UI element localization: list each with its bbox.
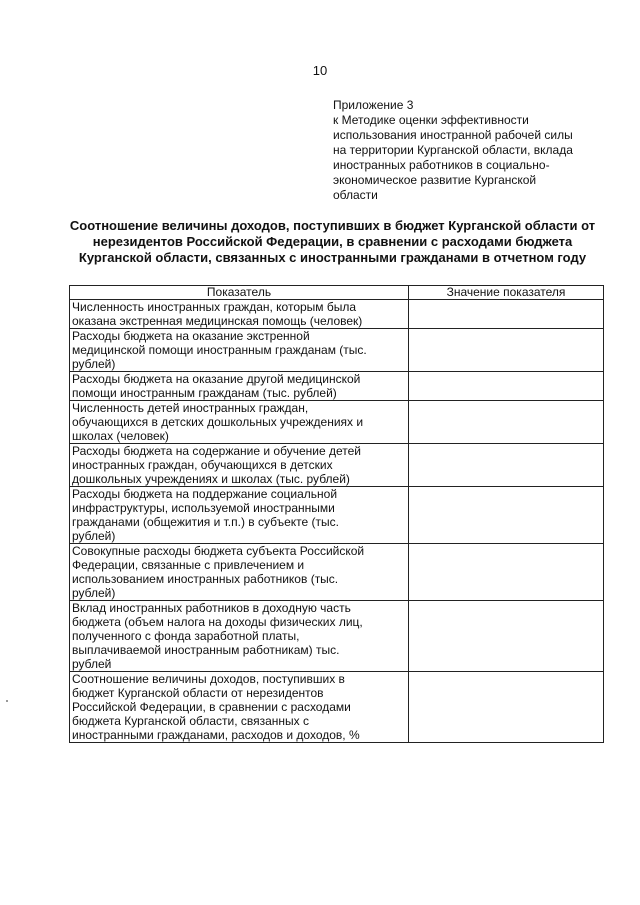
page-number: 10 <box>312 63 328 78</box>
table-row <box>70 329 604 372</box>
value-cell[interactable] <box>409 372 604 401</box>
indicator-text-line: гражданами (общежития и т.п.) в субъекте (тыс. <box>72 515 339 529</box>
indicator-text-line: Расходы бюджета на оказание экстренной <box>72 329 310 343</box>
table-row <box>70 401 604 444</box>
indicator-cell <box>70 672 409 743</box>
table-row <box>70 372 604 401</box>
table-header-row <box>70 286 604 300</box>
document-title <box>60 218 605 266</box>
table-row <box>70 672 604 743</box>
indicator-text-line: Российской Федерации, в сравнении с расходами <box>72 700 351 714</box>
value-cell[interactable] <box>409 487 604 544</box>
header-indicator: Показатель <box>70 286 409 300</box>
table-row <box>70 487 604 544</box>
appendix-line: к Методике оценки эффективности <box>333 113 529 127</box>
value-cell[interactable] <box>409 544 604 601</box>
indicator-cell <box>70 329 409 372</box>
indicator-text-line: иностранных граждан, обучающихся в детских <box>72 458 333 472</box>
indicator-cell <box>70 544 409 601</box>
value-cell[interactable] <box>409 444 604 487</box>
indicator-text-line: обучающихся в детских дошкольных учреждениях и <box>72 415 364 429</box>
indicator-text-line: дошкольных учреждениях и школах (тыс. рублей) <box>72 472 350 486</box>
appendix-line: на территории Курганской области, вклада <box>333 143 573 157</box>
indicator-text-line: полученного с фонда заработной платы, <box>72 629 300 643</box>
indicator-cell <box>70 487 409 544</box>
table-row <box>70 601 604 672</box>
value-cell[interactable] <box>409 401 604 444</box>
indicator-text-line: инфраструктуры, используемой иностранными <box>72 501 335 515</box>
indicator-cell <box>70 601 409 672</box>
appendix-note <box>333 98 613 203</box>
indicator-text-line: бюджет Курганской области от нерезидентов <box>72 686 324 700</box>
appendix-line: области <box>333 188 378 202</box>
indicator-text-line: рублей) <box>72 586 116 600</box>
value-cell[interactable] <box>409 329 604 372</box>
indicator-text-line: Совокупные расходы бюджета субъекта Российской <box>72 544 365 558</box>
indicator-cell <box>70 444 409 487</box>
title-line: Курганской области, связанных с иностранными гражданами в отчетном году <box>78 250 587 265</box>
value-cell[interactable] <box>409 672 604 743</box>
table-row <box>70 544 604 601</box>
indicators-table <box>69 285 604 743</box>
title-line: нерезидентов Российской Федерации, в сравнении с расходами бюджета <box>92 234 573 249</box>
indicator-text-line: Федерации, связанные с привлечением и <box>72 558 305 572</box>
indicator-text-line: Численность иностранных граждан, которым была <box>72 300 357 314</box>
indicator-cell <box>70 372 409 401</box>
indicator-cell <box>70 300 409 329</box>
scan-speck <box>6 700 8 702</box>
header-value: Значение показателя <box>409 286 604 300</box>
value-cell[interactable] <box>409 300 604 329</box>
indicator-text-line: Расходы бюджета на оказание другой медицинской <box>72 372 361 386</box>
indicator-text-line: медицинской помощи иностранным гражданам (тыс. <box>72 343 367 357</box>
indicator-text-line: иностранными гражданами, расходов и доходов, % <box>72 728 360 742</box>
indicator-text-line: рублей <box>72 657 112 671</box>
title-line: Соотношение величины доходов, поступивших в бюджет Курганской области от <box>69 218 596 233</box>
table-row <box>70 300 604 329</box>
indicator-text-line: бюджета (объем налога на доходы физических лиц, <box>72 615 363 629</box>
table-body <box>70 300 604 743</box>
indicator-text-line: Численность детей иностранных граждан, <box>72 401 309 415</box>
indicator-text-line: школах (человек) <box>72 429 169 443</box>
indicator-text-line: рублей) <box>72 357 116 371</box>
appendix-line: иностранных работников в социально- <box>333 158 550 172</box>
indicator-text-line: Расходы бюджета на содержание и обучение детей <box>72 444 361 458</box>
table-row <box>70 444 604 487</box>
appendix-line: экономическое развитие Курганской <box>333 173 537 187</box>
appendix-line: использования иностранной рабочей силы <box>333 128 573 142</box>
indicator-text-line: оказана экстренная медицинская помощь (человек) <box>72 314 363 328</box>
indicator-cell <box>70 401 409 444</box>
indicator-text-line: рублей) <box>72 529 116 543</box>
indicator-text-line: Расходы бюджета на поддержание социальной <box>72 487 338 501</box>
indicator-text-line: помощи иностранным гражданам (тыс. рублей) <box>72 386 337 400</box>
indicator-text-line: Соотношение величины доходов, поступивших в <box>72 672 345 686</box>
indicator-text-line: выплачиваемой иностранным работникам) тыс. <box>72 643 340 657</box>
value-cell[interactable] <box>409 601 604 672</box>
appendix-line: Приложение 3 <box>333 98 414 112</box>
indicator-text-line: использованием иностранных работников (тыс. <box>72 572 339 586</box>
indicator-text-line: Вклад иностранных работников в доходную часть <box>72 601 351 615</box>
indicator-text-line: бюджета Курганской области, связанных с <box>72 714 309 728</box>
